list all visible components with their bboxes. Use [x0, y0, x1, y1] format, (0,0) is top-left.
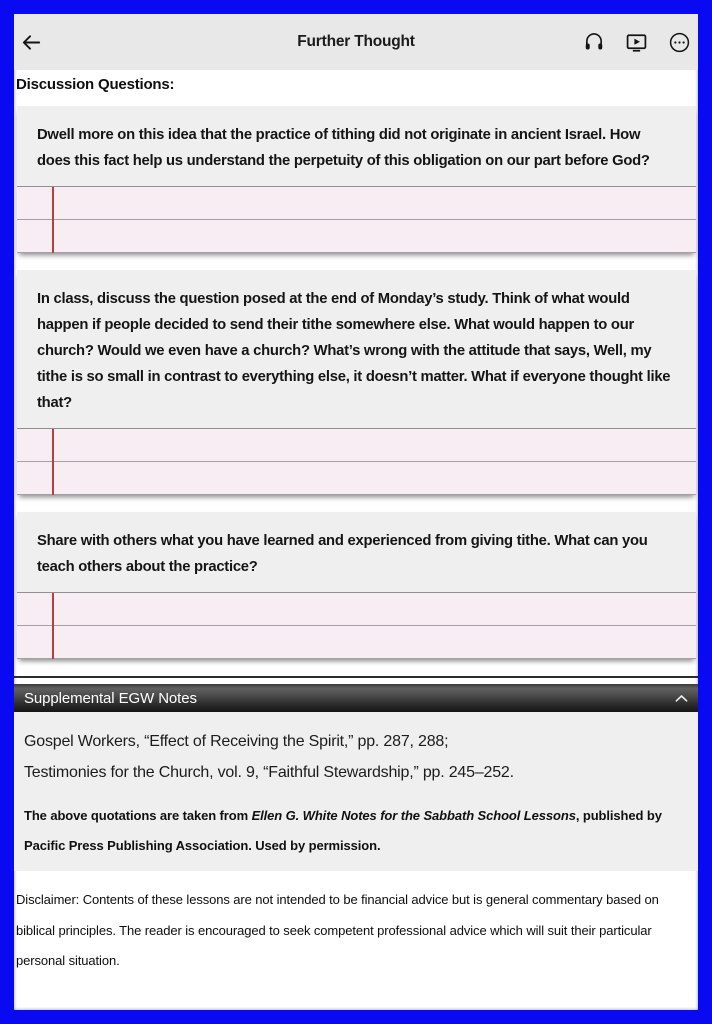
video-player-icon [625, 31, 648, 54]
question-card [17, 512, 696, 592]
question-text: Dwell more on this idea that the practice of tithing did not originate in ancient Israel. How does this fact help us understand the perpetuity of this obligation on our part before God? [37, 127, 650, 169]
egw-notes-title: Supplemental EGW Notes [24, 689, 197, 707]
video-button[interactable] [625, 31, 648, 54]
egw-note-suffix: , published by Pacific Press Publishing Association. Used by permission. [24, 808, 662, 853]
page-title: Further Thought [297, 33, 415, 50]
headphones-icon [583, 31, 605, 53]
ellipsis-circle-icon [668, 31, 691, 54]
egw-reference-1: Gospel Workers, “Effect of Receiving the Spirit,” pp. 287, 288; [24, 733, 449, 750]
section-divider [14, 676, 698, 678]
chevron-up-icon [675, 694, 688, 703]
notepad-line[interactable] [17, 187, 696, 220]
header-actions [583, 31, 691, 54]
egw-reference-2: Testimonies for the Church, vol. 9, “Faithful Stewardship,” pp. 245–252. [24, 764, 514, 781]
notepad-margin-rule [52, 187, 54, 253]
notepad-line[interactable] [17, 220, 696, 253]
question-block-3 [17, 512, 696, 659]
notepad-line[interactable] [17, 429, 696, 462]
more-options-button[interactable] [668, 31, 691, 54]
audio-button[interactable] [583, 31, 605, 53]
notepad-margin-rule [52, 593, 54, 659]
disclaimer-text: Disclaimer: Contents of these lessons are not intended to be financial advice but is general commentary based on biblical principles. The reader is encouraged to seek competent professional advice which will suit their particular personal situation. [16, 892, 659, 968]
egw-book-title: Ellen G. White Notes for the Sabbath School Lessons [251, 808, 576, 823]
arrow-left-icon [20, 31, 43, 54]
app-header [14, 14, 698, 70]
egw-note-prefix: The above quotations are taken from [24, 808, 252, 823]
answer-notepad[interactable] [17, 428, 696, 495]
question-block-1 [17, 106, 696, 253]
egw-permission-note [24, 801, 688, 861]
notepad-margin-rule [52, 429, 54, 495]
notepad-line[interactable] [17, 462, 696, 495]
answer-notepad[interactable] [17, 186, 696, 253]
question-text: In class, discuss the question posed at the end of Monday’s study. Think of what would happen if people decided to send their tithe somewhere else. What would happen to our church? Would we even have a church? What’s wrong with the attitude that says, Well, my tithe is so small in contrast to everything else, it doesn’t matter. What if everyone thought like that? [37, 291, 671, 411]
back-button[interactable] [20, 31, 43, 54]
egw-notes-panel [14, 712, 698, 871]
question-card [17, 270, 696, 428]
section-heading: Discussion Questions: [16, 76, 175, 93]
egw-notes-toggle[interactable] [14, 684, 698, 712]
question-card [17, 106, 696, 186]
notepad-line[interactable] [17, 593, 696, 626]
answer-notepad[interactable] [17, 592, 696, 659]
page-content [14, 70, 698, 977]
question-text: Share with others what you have learned and experienced from giving tithe. What can you teach others about the practice? [37, 533, 648, 575]
notepad-line[interactable] [17, 626, 696, 659]
question-block-2 [17, 270, 696, 495]
